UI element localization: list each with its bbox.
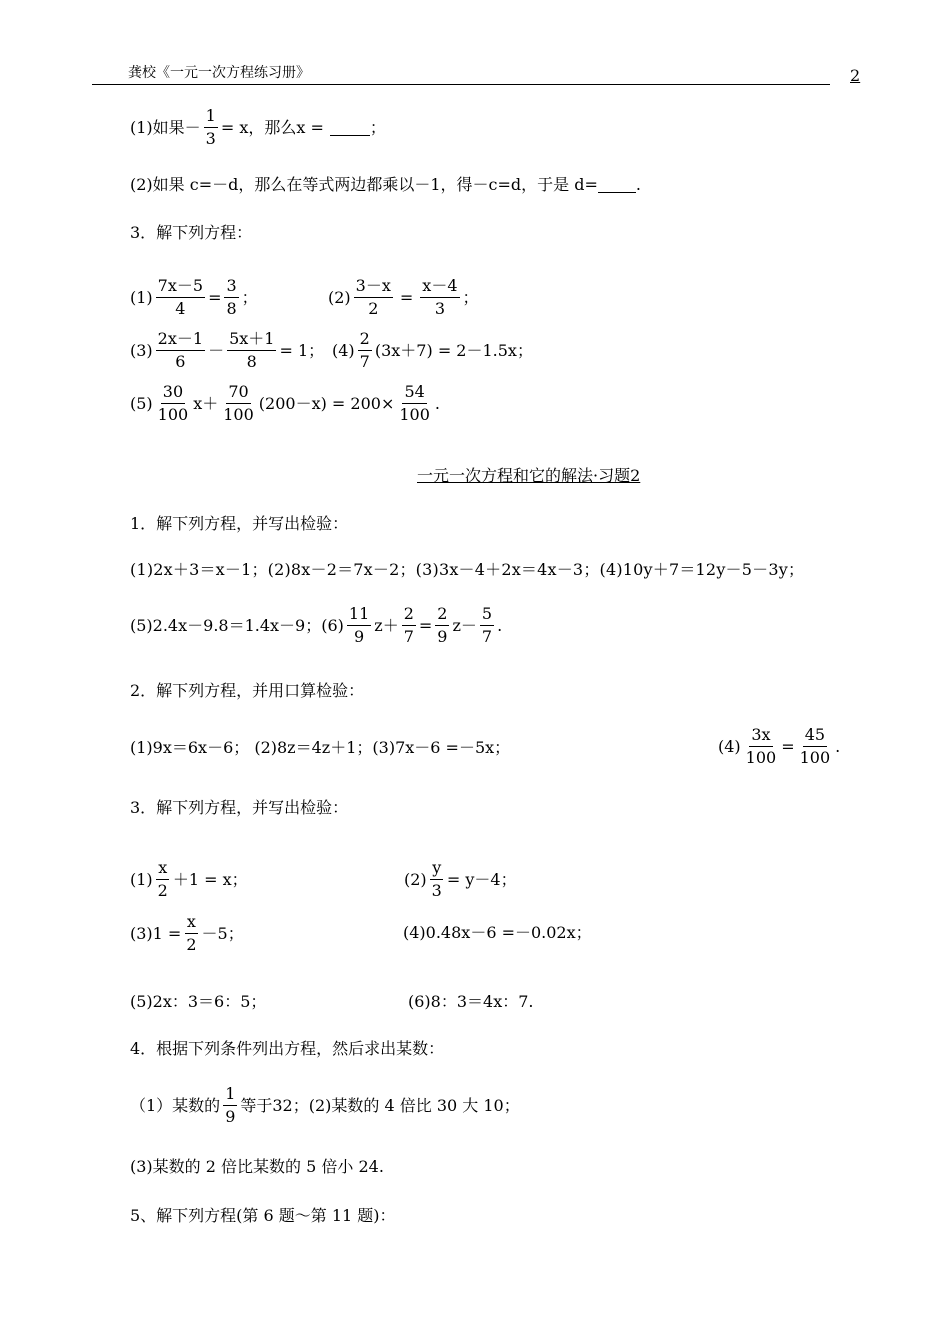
h1-line-2: (5)2.4x－9.8＝1.4x－9；(6) $\frac{11}{9}$ z＋ $\frac{2}{7}$ = $\frac{2}{9}$ z－ $\frac{5}{7}$ . [130,604,503,646]
fraction: $\frac{54}{100}$ [399,382,430,424]
fraction: $\frac{3-x}{2}$ [355,276,391,318]
section-title: 一元一次方程和它的解法·习题2 [417,466,641,485]
h2-heading: 2．解下列方程，并用口算检验： [130,681,365,700]
page-number: 2 [850,66,861,85]
fraction: $\frac{2x-1}{6}$ [157,329,204,371]
h1-line-1: (1)2x＋3＝x－1；(2)8x－2＝7x－2；(3)3x－4＋2x＝4x－3；(4)10y＋7＝12y－5－3y； [130,560,805,579]
q3-eq-2: (2) $\frac{3-x}{2}$ = $\frac{x-4}{3}$ ； [328,276,479,318]
fraction: $\frac{1}{9}$ [225,1084,236,1126]
prev-item-1 [130,108,386,147]
fraction: $\frac{5}{7}$ [481,604,493,646]
h5-heading: 5、解下列方程(第 6 题～第 11 题)： [130,1206,396,1225]
h4-line-1: （1）某数的 $\frac{1}{9}$ 等于32；(2)某数的 4 倍比 30 大 10； [130,1084,520,1126]
fraction: $\frac{1}{3}$ [205,106,216,148]
h2-eq-4: (4) $\frac{3x}{100}$ = $\frac{45}{100}$ . [718,725,841,767]
fraction: $\frac{5x+1}{8}$ [229,329,275,371]
fraction: $\frac{y}{3}$ [431,858,442,900]
prev-item-2-pre: (2)如果 c=－d，那么在等式两边都乘以－1，得－c=d，于是 d= [130,174,598,194]
h3-eq-4: (4)0.48x－6 =－0.02x； [403,923,592,942]
q3-eq-1: (1) $\frac{7x-5}{4}$ = $\frac{3}{8}$ ； [130,276,258,318]
prev-item-1-mid: = x，那么x = [220,117,324,137]
prev-item-2 [130,176,641,193]
h4-heading: 4．根据下列条件列出方程，然后求出某数： [130,1039,445,1058]
prev-item-2-post: . [635,174,641,194]
answer-blank [598,176,636,193]
prev-item-1-post: ； [369,117,386,137]
fraction: $\frac{x-4}{3}$ [422,276,458,318]
fraction: $\frac{2}{9}$ [437,604,448,646]
fraction: $\frac{3x}{100}$ [745,725,777,767]
fraction: $\frac{45}{100}$ [799,725,831,767]
q3-eq-5: (5) $\frac{30}{100}$ x＋ $\frac{70}{100}$ (200－x) = 200× $\frac{54}{100}$ . [130,382,441,424]
running-header: 龚校《一元一次方程练习册》 [128,65,310,81]
fraction: $\frac{x}{2}$ [157,858,168,900]
header-rule [92,84,830,85]
fraction: $\frac{2}{7}$ [403,604,414,646]
q3-heading: 3．解下列方程： [130,223,253,242]
h1-heading: 1．解下列方程，并写出检验： [130,514,349,533]
fraction: $\frac{2}{7}$ [359,329,370,371]
h3-eq-6: (6)8：3＝4x：7. [408,992,534,1011]
q3-eq-3: (3) $\frac{2x-1}{6}$ － $\frac{5x+1}{8}$ = 1； [130,329,325,371]
h4-line-2: (3)某数的 2 倍比某数的 5 倍小 24. [130,1157,384,1176]
fraction: $\frac{x}{2}$ [186,912,197,954]
fraction: $\frac{7x-5}{4}$ [157,276,204,318]
h3-heading: 3．解下列方程，并写出检验： [130,798,349,817]
fraction: $\frac{30}{100}$ [157,382,189,424]
h2-line-left: (1)9x＝6x－6； (2)8z＝4z＋1；(3)7x－6 =－5x； [130,738,511,757]
h3-eq-5: (5)2x：3＝6：5； [130,992,267,1011]
fraction: $\frac{70}{100}$ [223,382,254,424]
fraction: $\frac{11}{9}$ [348,604,370,646]
q3-eq-4: (4) $\frac{2}{7}$ (3x＋7) = 2－1.5x； [332,329,533,371]
prev-item-1-pre: (1)如果－ [130,117,201,137]
fraction: $\frac{3}{8}$ [226,276,237,318]
h3-eq-2: (2) $\frac{y}{3}$ = y－4； [404,858,517,900]
h3-eq-3: (3)1 = $\frac{x}{2}$ －5； [130,912,244,954]
answer-blank [330,119,370,136]
h3-eq-1: (1) $\frac{x}{2}$ ＋1 = x； [130,858,248,900]
